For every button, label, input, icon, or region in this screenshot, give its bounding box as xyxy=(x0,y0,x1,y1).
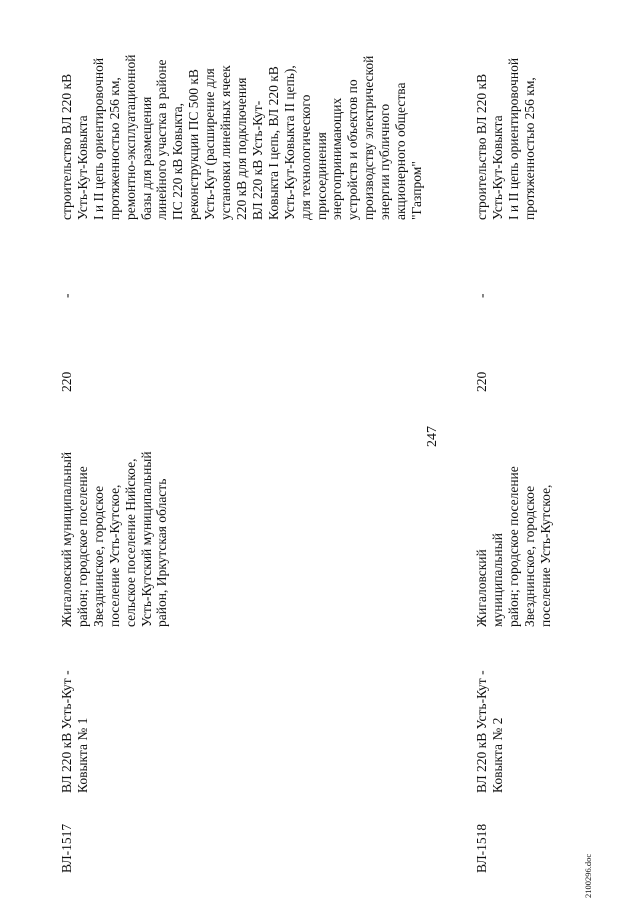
row-voltage: 220 xyxy=(59,371,74,392)
row-dash: - xyxy=(59,293,74,298)
row-voltage: 220 xyxy=(474,371,489,392)
row-purpose: строительство ВЛ 220 кВ Усть-Кут-Ковыкта I и II цепь ориентировочной протяженностью 256 км, xyxy=(474,57,537,220)
row-location: Жигаловский муниципальный район; городское поселение Звезднинское, городское поселение Усть-Кутское, xyxy=(474,466,553,627)
row-code: ВЛ-1517 xyxy=(59,823,74,873)
row-name: ВЛ 220 кВ Усть-Кут - Ковыкта № 1 xyxy=(59,670,90,793)
row-location: Жигаловский муниципальный район; городское поселение Звезднинское, городское поселение Усть-Кутское, сельское поселение Нийское, Усть-Кутский муниципальный район, Иркутская область xyxy=(59,451,170,627)
row-purpose: строительство ВЛ 220 кВ Усть-Кут-Ковыкта I и II цепь ориентировочной протяженностью 256 км, ремонтно-эксплуатационной базы для размещения линейного участка в районе ПС 220 кВ Ковыкта, реконструкции ПС 500 кВ Усть-Кут (расширение для установки линейных ячеек 220 кВ для подключения ВЛ 220 кВ Усть-Кут- Ковыкта I цепь, ВЛ 220 кВ Усть-Кут-Ковыкта II цепь), для технологического присоединения энергопринимающих устройств и объектов по производству электрической энергии публичного акционерного общества "Газпром" xyxy=(59,54,424,220)
row-code: ВЛ-1518 xyxy=(474,823,489,873)
footer-doc-name: 2100296.doc xyxy=(583,853,593,898)
page-number: 247 xyxy=(425,426,440,447)
row-name: ВЛ 220 кВ Усть-Кут - Ковыкта № 2 xyxy=(474,670,505,793)
row-dash: - xyxy=(474,293,489,298)
